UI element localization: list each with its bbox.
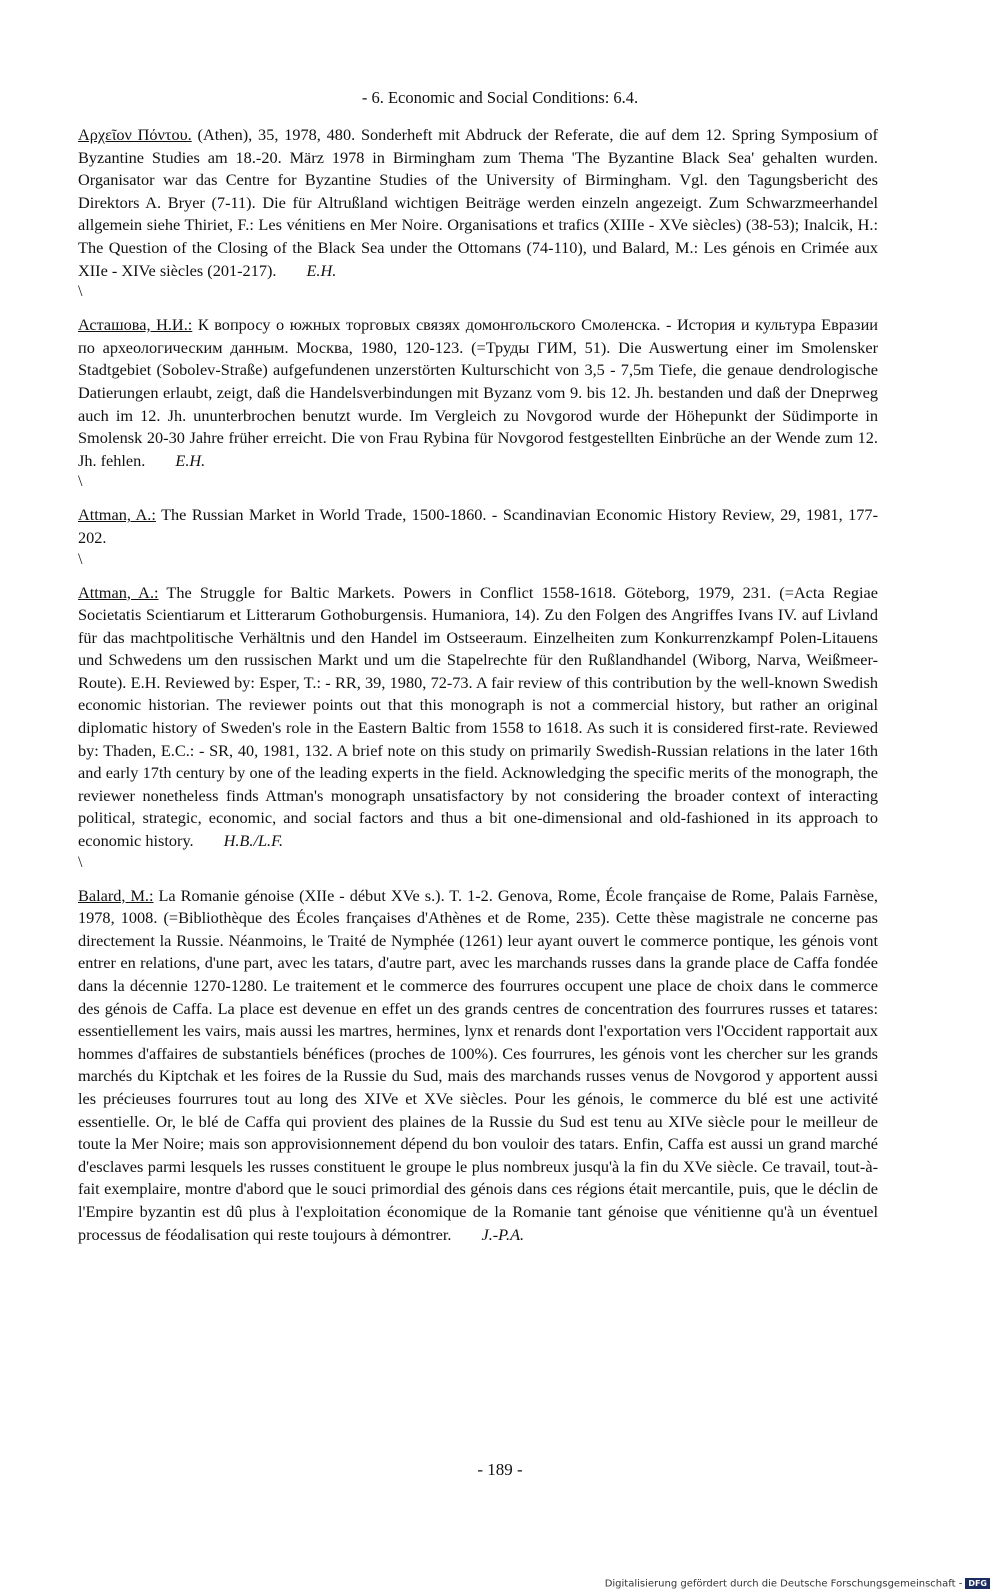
digitization-footer [605, 1578, 990, 1590]
entry-initials: H.B./L.F. [223, 831, 284, 851]
entry-text: La Romanie génoise (XIIe - début XVe s.). T. 1-2. Genova, Rome, École française de Rome, Palais Farnèse, 1978, 1008. (=Bibliothèque des Écoles françaises d'Athènes et de Rome, 235). Cette thèse magistrale ne concerne pas directement la Russie. Néanmoins, le Traité de Nymphée (1261) leur ayant ouvert le commerce pontique, les génois vont entrer en relations, d'une part, avec les tatars, d'autre part, avec les marchands russes dans la grande place de Caffa fondée dans la décennie 1270-1280. Le traitement et le commerce des fourrures occupent une place de choix dans le commerce des génois de Caffa. La place est devenue en effet un des grands centres de concentration des fourrures russes et tatares: essentiellement les vairs, mais aussi les martres, hermines, lynx et renards dont l'exportation vers l'Occident rapportait aux hommes d'affaires de substantiels bénéfices (proches de 100%). Ces fourrures, les génois vont les chercher sur les grands marchés du Kiptchak et les foires de la Russie du Sud, mais des marchands russes venus de Novgorod y apportent aussi les précieuses fourrures tout au long des XIVe et XVe siècles. Pour les génois, le commerce du blé est une activité essentielle. Or, le blé de Caffa qui provient des plaines de la Russie du Sud est tenu au XIVe siècle pour le meilleur de toute la Mer Noire; mais son approvisionnement dépend du bon vouloir des tatars. Enfin, Caffa est aussi un grand marché d'esclaves parmi lesquels les russes constituent le groupe le plus nombreux jusqu'à la fin du XVe siècle. Ce travail, tout-à-fait exemplaire, montre d'abord que le souci primordial des génois dans ces régions était mercantile, puis, que le déclin de l'Empire byzantin est dû plus à l'exploitation économique de la Romanie tant génoise que vénitienne qu'à un éventuel processus de féodalisation qui reste toujours à démontrer. [78, 885, 879, 1244]
bibliography-entry [78, 504, 878, 549]
bibliography-entry [78, 582, 878, 853]
bibliography-entry [78, 124, 878, 282]
entry-author: Balard, M.: [78, 885, 154, 905]
bibliography-entry [78, 314, 878, 472]
entry-text: (Athen), 35, 1978, 480. Sonderheft mit Abdruck der Referate, die auf dem 12. Spring Symposium of Byzantine Studies am 18.-20. März 1978 in Birmingham zum Thema 'The Byzantine Black Sea' gehalten wurden. Organisator war das Centre for Byzantine Studies of the University of Birmingham. Vgl. den Tagungsbericht des Direktors A. Bryer (7-11). Die für Altrußland wichtigen Beiträge werden einzeln angezeigt. Zum Schwarzmeerhandel allgemein siehe Thiriet, F.: Les vénitiens en Mer Noire. Organisations et trafics (XIIIe - XVe siècles) (38-53); Inalcik, H.: The Question of the Closing of the Black Sea under the Ottomans (74-110), und Balard, M.: Les génois en Crimée aux XIIe - XIVe siècles (201-217). [78, 125, 878, 280]
bibliography-list [78, 124, 878, 1246]
entry-author: Attman, A.: [78, 505, 156, 525]
bibliography-entry [78, 885, 878, 1247]
footer-text: Digitalisierung gefördert durch die Deutsche Forschungsgemeinschaft - [604, 1578, 963, 1589]
running-header: - 6. Economic and Social Conditions: 6.4. [361, 88, 639, 107]
entry-initials: J.-P.A. [481, 1224, 525, 1244]
entry-initials: E.H. [306, 260, 337, 280]
entry-author: Αρχεῖον Πόντου. [78, 125, 192, 144]
entry-separator: \ [78, 853, 83, 871]
entry-initials: E.H. [175, 450, 206, 470]
page-number: - 189 - [477, 1460, 523, 1479]
entry-text: The Russian Market in World Trade, 1500-1860. - Scandinavian Economic History Review, 29, 1981, 177-202. [78, 505, 878, 547]
entry-separator: \ [78, 550, 83, 568]
entry-author: Асташова, Н.И.: [78, 315, 193, 335]
entry-author: Attman, A.: [78, 582, 159, 602]
entry-separator: \ [78, 283, 83, 301]
dfg-logo: DFG [965, 1578, 990, 1589]
entry-text: К вопросу о южных торговых связях домонгольского Смоленска. - История и культура Евразии по археологическим данным. Москва, 1980, 120-123. (=Труды ГИМ, 51). Die Auswertung einer im Smolensker Stadtgebiet (Sobolev-Straße) aufgefundenen unzerstörten Kulturschicht von 3,5 - 7,5m Tiefe, die genaue dendrologische Datierungen erlaubt, zeigt, daß die Handelsverbindungen mit Byzanz vom 9. bis 12. Jh. bestanden und daß der Dneprweg auch im 12. Jh. ununterbrochen benutzt wurde. Im Vergleich zu Novgorod wurde der Höhepunkt der Südimporte in Smolensk 20-30 Jahre früher erreicht. Die von Frau Rybina für Novgorod festgestellten Einbrüche an der Wende zum 12. Jh. fehlen. [78, 315, 878, 470]
entry-text: The Struggle for Baltic Markets. Powers in Conflict 1558-1618. Göteborg, 1979, 231. (=Acta Regiae Societatis Scientiarum et Litterarum Gothoburgensis. Humaniora, 14). Zu den Folgen des Angriffes Ivans IV. auf Livland für das machtpolitische Verhältnis und den Handel im Ostseeraum. Einzelheiten zum Konkurrenzkampf Polen-Litauens und Schwedens um den russischen Markt und um die Stapelrechte für den Rußlandhandel (Wiborg, Narva, Weißmeer-Route). E.H. Reviewed by: Esper, T.: - RR, 39, 1980, 72-73. A fair review of this contribution by the well-known Swedish economic historian. The reviewer points out that this monograph is not a commercial history, but rather an original diplomatic history of Sweden's role in the Eastern Baltic from 1558 to 1618. As such it is considered first-rate. Reviewed by: Thaden, E.C.: - SR, 40, 1981, 132. A brief note on this study on primarily Swedish-Russian relations in the later 16th and early 17th century by one of the leading experts in the field. Acknowledging the specific merits of the monograph, the reviewer nonetheless finds Attman's monograph unsatisfactory by not considering the broader context of interacting political, strategic, economic, and social factors and thus a bit one-dimensional and old-fashioned in its approach to economic history. [78, 582, 878, 851]
entry-separator: \ [78, 473, 83, 491]
